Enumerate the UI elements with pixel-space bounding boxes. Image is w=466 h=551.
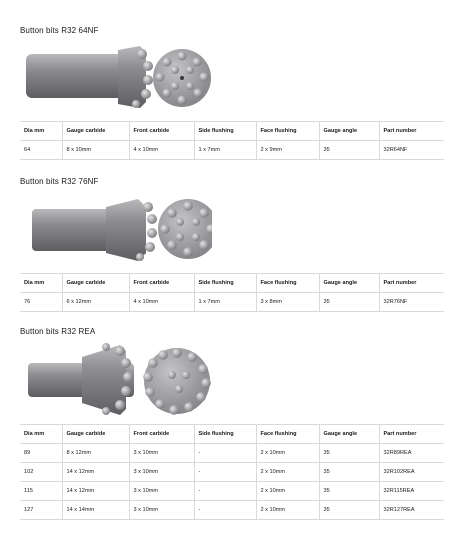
section-rea: [20, 327, 446, 336]
col-gauge-carbide: Gauge carbide: [62, 122, 129, 141]
cell: 14 x 12mm: [62, 482, 129, 501]
cell: -: [194, 501, 256, 520]
cell: 115: [20, 482, 62, 501]
col-side-flushing: Side flushing: [194, 274, 256, 293]
table-header-row: [20, 425, 444, 444]
cell: 2 x 10mm: [256, 482, 319, 501]
cell: 3 x 10mm: [129, 463, 194, 482]
col-face-flushing: Face flushing: [256, 425, 319, 444]
col-part-number: Part number: [379, 425, 444, 444]
cell: 1 x 7mm: [194, 141, 256, 160]
col-gauge-carbide: Gauge carbide: [62, 274, 129, 293]
cell: 35: [319, 141, 379, 160]
col-gauge-carbide: Gauge carbide: [62, 425, 129, 444]
cell: 76: [20, 293, 62, 312]
cell: 4 x 10mm: [129, 293, 194, 312]
section-64nf: [20, 26, 446, 35]
cell: 35: [319, 463, 379, 482]
cell: 32R76NF: [379, 293, 444, 312]
table-header-row: [20, 122, 444, 141]
cell: 64: [20, 141, 62, 160]
col-face-flushing: Face flushing: [256, 274, 319, 293]
col-part-number: Part number: [379, 274, 444, 293]
cell: 14 x 12mm: [62, 463, 129, 482]
cell: 3 x 10mm: [129, 501, 194, 520]
cell: 8 x 10mm: [62, 141, 129, 160]
cell: -: [194, 463, 256, 482]
table-row: [20, 141, 444, 160]
col-front-carbide: Front carbide: [129, 425, 194, 444]
section-76nf: [20, 177, 446, 186]
col-gauge-angle: Gauge angle: [319, 122, 379, 141]
cell: 14 x 14mm: [62, 501, 129, 520]
button-bit-rea-image: [22, 341, 212, 419]
spec-table-76nf: [20, 273, 444, 312]
cell: 2 x 10mm: [256, 463, 319, 482]
cell: 32R115REA: [379, 482, 444, 501]
table-row: [20, 463, 444, 482]
section-title: Button bits R32 76NF: [20, 177, 99, 186]
cell: 2 x 9mm: [256, 141, 319, 160]
button-bit-64nf-image: [22, 40, 212, 114]
col-dia: Dia mm: [20, 122, 62, 141]
cell: 35: [319, 482, 379, 501]
spec-table-rea: [20, 424, 444, 520]
col-front-carbide: Front carbide: [129, 122, 194, 141]
col-dia: Dia mm: [20, 274, 62, 293]
cell: 32R102REA: [379, 463, 444, 482]
col-dia: Dia mm: [20, 425, 62, 444]
cell: -: [194, 482, 256, 501]
cell: 32R127REA: [379, 501, 444, 520]
cell: 35: [319, 293, 379, 312]
col-gauge-angle: Gauge angle: [319, 425, 379, 444]
cell: 89: [20, 444, 62, 463]
col-face-flushing: Face flushing: [256, 122, 319, 141]
cell: 1 x 7mm: [194, 293, 256, 312]
col-gauge-angle: Gauge angle: [319, 274, 379, 293]
section-title: Button bits R32 REA: [20, 327, 96, 336]
button-bit-76nf-image: [22, 193, 212, 267]
col-part-number: Part number: [379, 122, 444, 141]
cell: 102: [20, 463, 62, 482]
cell: 6 x 12mm: [62, 293, 129, 312]
table-row: [20, 501, 444, 520]
table-row: [20, 482, 444, 501]
cell: 3 x 8mm: [256, 293, 319, 312]
cell: 2 x 10mm: [256, 444, 319, 463]
cell: 2 x 10mm: [256, 501, 319, 520]
table-header-row: [20, 274, 444, 293]
cell: 4 x 10mm: [129, 141, 194, 160]
cell: 127: [20, 501, 62, 520]
cell: 35: [319, 444, 379, 463]
table-row: [20, 293, 444, 312]
spec-table-64nf: [20, 121, 444, 160]
cell: 32R89REA: [379, 444, 444, 463]
col-side-flushing: Side flushing: [194, 122, 256, 141]
col-front-carbide: Front carbide: [129, 274, 194, 293]
cell: 32R64NF: [379, 141, 444, 160]
cell: 3 x 10mm: [129, 482, 194, 501]
col-side-flushing: Side flushing: [194, 425, 256, 444]
cell: -: [194, 444, 256, 463]
section-title: Button bits R32 64NF: [20, 26, 99, 35]
table-row: [20, 444, 444, 463]
cell: 3 x 10mm: [129, 444, 194, 463]
cell: 35: [319, 501, 379, 520]
cell: 8 x 12mm: [62, 444, 129, 463]
